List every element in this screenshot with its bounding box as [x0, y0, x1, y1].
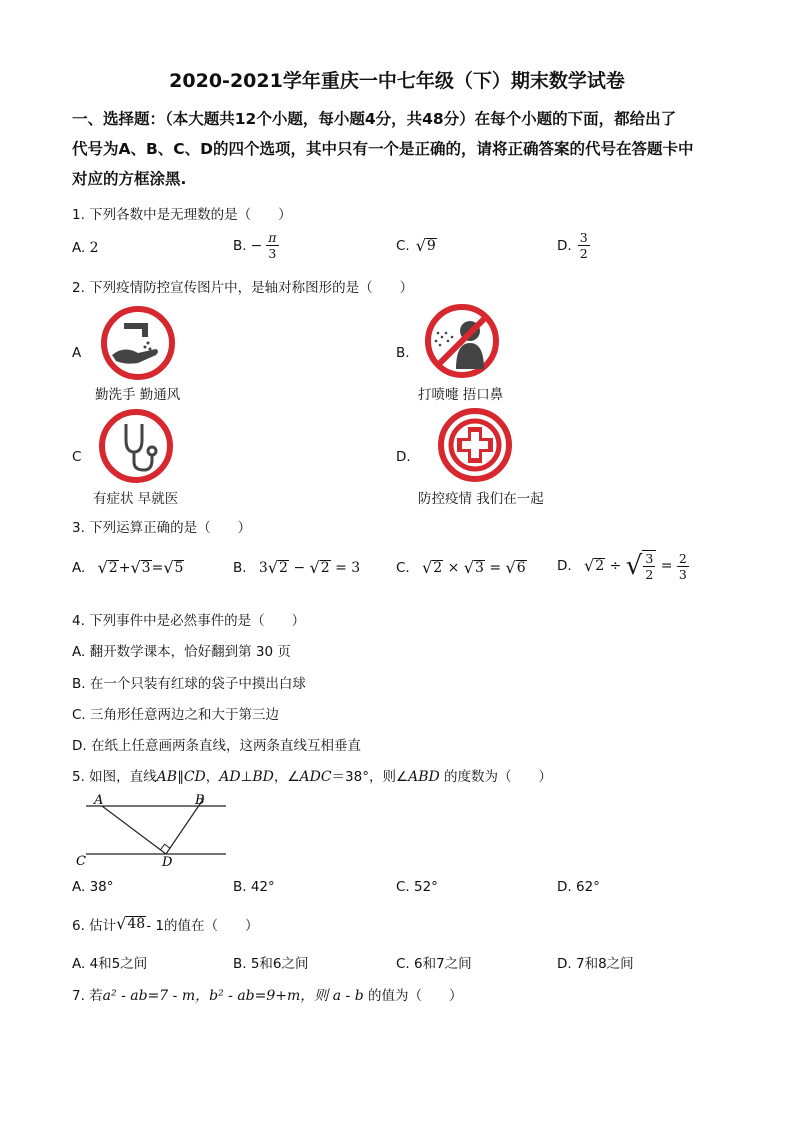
q6-option-d: D. 7和8之间 — [557, 956, 634, 972]
q4-option-b: B. 在一个只装有红球的袋子中摸出白球 — [72, 676, 306, 692]
question-1-stem: 1. 下列各数中是无理数的是（ ） — [72, 207, 292, 223]
parallel-lines-figure — [74, 788, 234, 872]
question-2-stem: 2. 下列疫情防控宣传图片中，是轴对称图形的是（ ） — [72, 280, 414, 296]
medical-cross-icon — [435, 407, 515, 483]
q2-option-b-caption: 打喷嚏 捂口鼻 — [418, 387, 504, 403]
q1-option-c: C. √ 9 — [396, 236, 436, 255]
q1-option-b: B. − $\frac{\pi}{3}$ — [233, 230, 277, 261]
question-3-stem: 3. 下列运算正确的是（ ） — [72, 520, 252, 536]
section-instruction-line2: 代号为A、B、C、D的四个选项，其中只有一个是正确的，请将正确答案的代号在答题卡中 — [72, 140, 694, 158]
q5-option-d: D. 62° — [557, 879, 600, 895]
q1-option-d: D. $\frac{3}{2}$ — [557, 230, 588, 261]
question-7-stem: 7. 若a² - ab=7 - m，b² - ab=9+m，则 a - b 的值为（ ） — [72, 988, 463, 1004]
stethoscope-icon — [96, 408, 176, 484]
q2-option-d-caption: 防控疫情 我们在一起 — [418, 491, 544, 507]
q3-option-c: C. √ 2 × √ 3 = √ 6 — [396, 558, 526, 577]
q5-option-a: A. 38° — [72, 879, 114, 895]
hand-washing-icon — [98, 305, 178, 381]
no-sneezing-icon — [422, 303, 502, 379]
q6-option-b: B. 5和6之间 — [233, 956, 309, 972]
question-5-stem: 5. 如图，直线AB∥CD，AD⊥BD，∠ADC＝38°，则∠ABD 的度数为（ ） — [72, 769, 552, 785]
section-instruction-line3: 对应的方框涂黑. — [72, 170, 187, 188]
section-instruction-line1: 一、选择题：（本大题共12个小题，每小题4分，共48分）在每个小题的下面，都给出了 — [72, 110, 677, 128]
question-6-stem: 6. 估计 √ 48 - 1的值在（ ） — [72, 914, 259, 934]
q2-option-c-caption: 有症状 早就医 — [93, 491, 179, 507]
point-b-label: B — [195, 793, 205, 808]
page-title: 2020-2021学年重庆一中七年级（下）期末数学试卷 — [169, 70, 625, 92]
point-d-label: D — [162, 855, 173, 870]
point-c-label: C — [76, 854, 86, 869]
q5-option-c: C. 52° — [396, 879, 438, 895]
q2-option-d-label: D. — [396, 449, 411, 465]
question-4-stem: 4. 下列事件中是必然事件的是（ ） — [72, 613, 306, 629]
q2-option-a-label: A — [72, 345, 82, 361]
q4-option-d: D. 在纸上任意画两条直线，这两条直线互相垂直 — [72, 738, 361, 754]
q6-option-a: A. 4和5之间 — [72, 956, 148, 972]
q4-option-a: A. 翻开数学课本，恰好翻到第 30 页 — [72, 644, 291, 660]
q4-option-c: C. 三角形任意两边之和大于第三边 — [72, 707, 280, 723]
q3-option-a: A. √ 2 + √ 3 = √ 5 — [72, 558, 184, 577]
q2-option-c-label: C — [72, 449, 82, 465]
q3-option-d: D. √ 2 ÷ √ $\frac{3}{2}$ = $\frac{2}{3}$ — [557, 550, 687, 582]
q2-option-a-caption: 勤洗手 勤通风 — [95, 387, 181, 403]
q6-option-c: C. 6和7之间 — [396, 956, 472, 972]
q5-option-b: B. 42° — [233, 879, 275, 895]
q1-option-a: A. 2 — [72, 240, 99, 256]
q2-option-b-label: B. — [396, 345, 410, 361]
q3-option-b: B. 3 √ 2 − √ 2 = 3 — [233, 558, 361, 577]
point-a-label: A — [94, 793, 104, 808]
